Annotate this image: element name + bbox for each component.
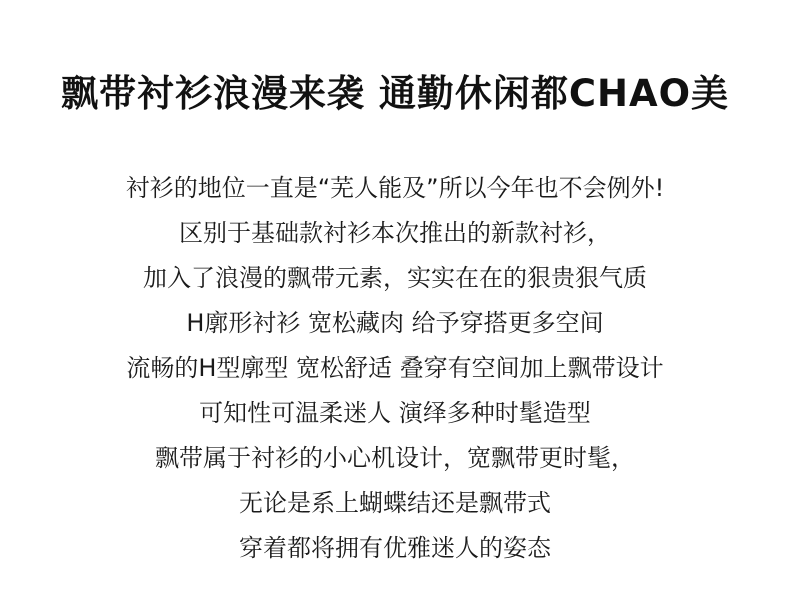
description-line: 无论是系上蝴蝶结还是飘带式: [239, 489, 551, 517]
description-line: 加入了浪漫的飘带元素，实实在在的狠贵狠气质: [143, 264, 647, 292]
description-line: 衬衫的地位一直是“芜人能及”所以今年也不会例外!: [125, 174, 665, 202]
description-line: 流畅的H型廓型 宽松舒适 叠穿有空间加上飘带设计: [126, 354, 664, 382]
description-text-block: [0, 166, 790, 571]
description-line: 飘带属于衬衫的小心机设计，宽飘带更时髦，: [155, 444, 635, 472]
description-line: 区别于基础款衬衫本次推出的新款衬衫，: [179, 219, 611, 247]
description-line: 可知性可温柔迷人 演绎多种时髦造型: [199, 399, 591, 427]
page-title: 飘带衬衫浪漫来袭 通勤休闲都CHAO美: [60, 72, 730, 115]
description-line: 穿着都将拥有优雅迷人的姿态: [239, 534, 551, 562]
description-line: H廓形衬衫 宽松藏肉 给予穿搭更多空间: [186, 309, 604, 337]
